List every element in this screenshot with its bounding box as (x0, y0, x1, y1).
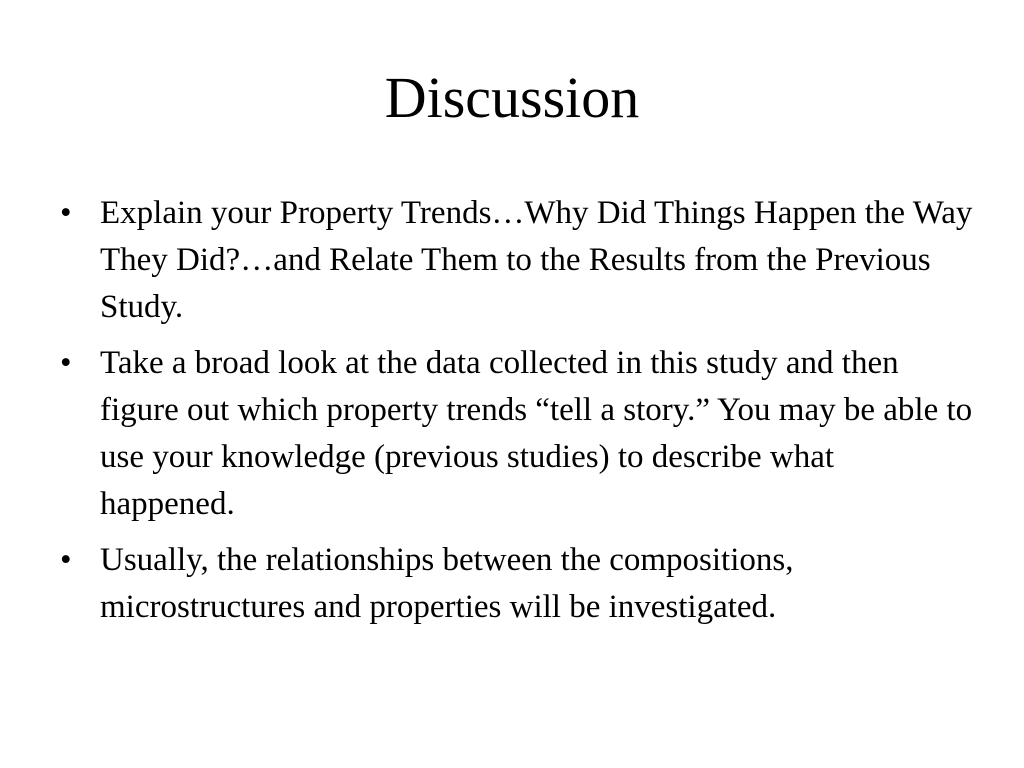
bullet-icon: • (60, 195, 72, 231)
bullet-text: Explain your Property Trends…Why Did Things Happen the Way They Did?…and Relate Them to the Results from the Previous Study. (100, 195, 973, 325)
bullet-text: Usually, the relationships between the compositions, microstructures and properties will be investigated. (100, 542, 794, 625)
bullet-list (56, 190, 976, 640)
bullet-item (56, 340, 976, 528)
bullet-text: Take a broad look at the data collected in this study and then figure out which property trends “tell a story.” You may be able to use your knowledge (previous studies) to describe what happened. (100, 345, 973, 522)
slide-title: Discussion (384, 65, 640, 130)
bullet-icon: • (60, 542, 72, 578)
bullet-icon: • (60, 345, 72, 381)
bullet-item (56, 537, 976, 631)
bullet-item (56, 190, 976, 331)
